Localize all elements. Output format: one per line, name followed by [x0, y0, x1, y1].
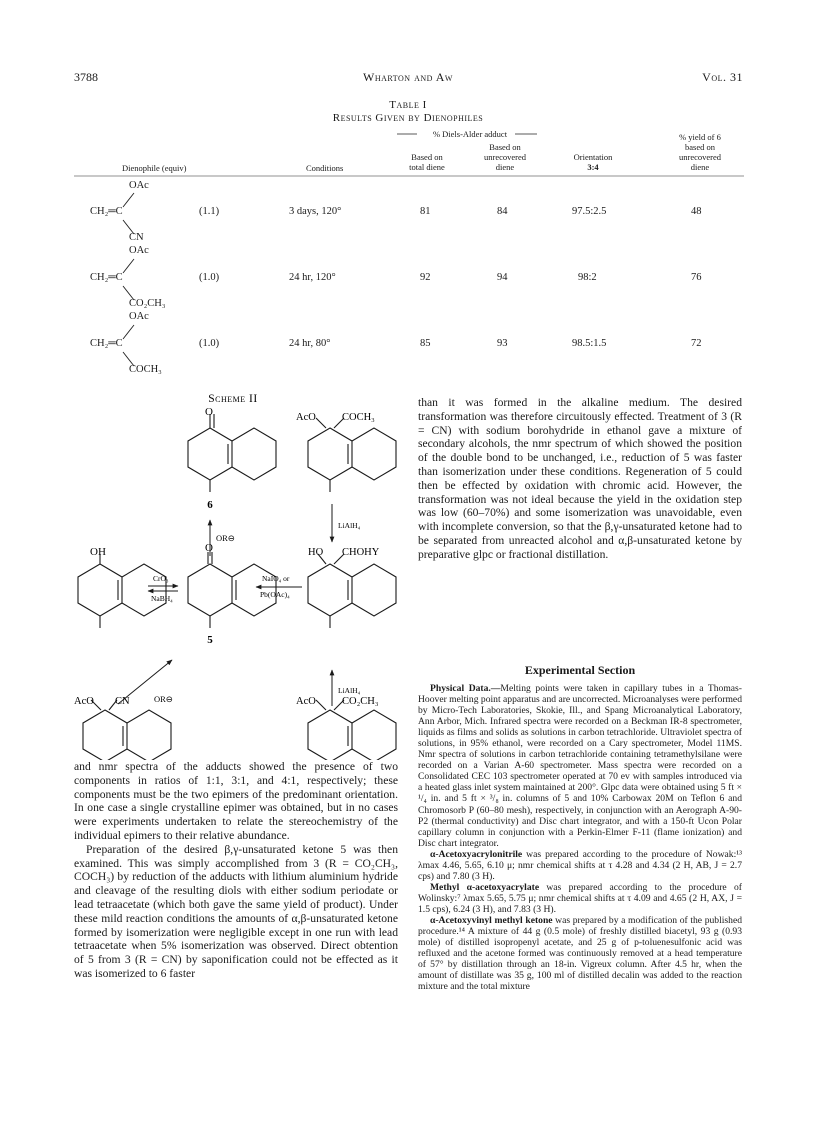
formula: CH₂═C	[90, 338, 123, 349]
substituent-r: CO₂CH₃	[129, 298, 166, 309]
label-cn: CN	[115, 696, 130, 707]
paragraph: Physical Data.—Melting points were taken in capillary tubes in a Thomas-Hoover melting point apparatus and are uncorrected. Microanalyses were performed by Micro-Tech Laboratories, Skokie, Ill., and Spang Microanalytical Laboratory, Ann Arbor, Mich. Infrared spectra were recorded on a Beckman IR-8 spectrometer, liquids as films and solids as solutions in carbon tetrachloride. Ultraviolet spectra of solutions, in 95% ethanol, were recorded on a Cary spectrometer, Model 11MS. Nmr spectra of solutions in carbon tetrachloride containing tetramethylsilane were recorded on a Varian A-60 spectrometer. Mass spectra were recorded on a Consolidated CEC 103 spectrometer operated at 70 ev with samples introduced via a heated glass inlet system maintained at 200°. Glpc data were obtained using 5 ft × ¹/₄ in. and 5 ft × ³/₈ in. columns of 5 and 10% Carbowax 20M on Teflon 6 and Chromosorb P (60–80 mesh), respectively, in conjunction with an Aerograph A-90-P2 (thermal conductivity) and Disc chart integrator, and with a 150-ft Ucon Polar capillary column in conjunction with a Perkin-Elmer F-11 (flame ionization) and Disc chart integrator.	[418, 683, 742, 849]
label-chohy: CHOHY	[342, 547, 380, 558]
label-cro3: CrO₃	[153, 574, 169, 583]
scheme-ii	[70, 388, 410, 760]
label-oh: OH	[90, 546, 106, 558]
left-column-text	[74, 760, 398, 981]
yield-6: 48	[691, 206, 702, 217]
substituent-oac: OAc	[129, 245, 149, 256]
label-ho: HO	[308, 547, 324, 558]
substituent-r: COCH₃	[129, 364, 162, 375]
yield-total: 81	[420, 206, 431, 217]
equiv: (1.0)	[199, 272, 220, 283]
section-heading: Experimental Section	[524, 663, 636, 677]
label-or1: OR⊖	[216, 533, 235, 543]
right-column-text	[418, 396, 742, 562]
label-o5: O	[205, 542, 213, 554]
experimental-section	[418, 683, 742, 992]
paragraph: α-Acetoxyvinyl methyl ketone was prepared by a modification of the published procedure.¹⁴ A mixture of 44 g (0.5 mole) of freshly distilled biacetyl, 93 g (0.93 mole) of distilled isopropenyl acetate, and 25 g of p-toluenesulfonic acid was refluxed and the acetone formed was continuously removed at a head temperature of 57° by distillation through an 18-in. Vigreux column. After 4.5 hr, when the amount of distillate was 35 g, 100 ml of distilled decalin was added to the reaction mixture and the total mixture	[418, 914, 743, 993]
conditions: 24 hr, 80°	[289, 338, 331, 349]
label-o6: O	[205, 406, 213, 418]
yield-6: 72	[691, 338, 702, 349]
paragraph: α-Acetoxyacrylonitrile was prepared according to the procedure of Nowak:¹³ λmax 4.46, 5.65, 6.10 μ; nmr chemical shifts at τ 4.28 and 4.34 (2 H, AB, J = 2.7 cps) and 7.80 (3 H).	[418, 848, 742, 882]
yield-unrecovered: 84	[497, 206, 508, 217]
label-aco-left: AcO	[74, 696, 94, 707]
header-adduct-group: % Diels-Alder adduct	[432, 129, 508, 139]
label-aco-right: AcO	[296, 696, 316, 707]
substituent-oac: OAc	[129, 180, 149, 191]
page-number: 3788	[74, 70, 98, 84]
running-title: Wharton and Aw	[363, 70, 453, 84]
table-caption-title: Results Given by Dienophiles	[332, 112, 484, 124]
label-5: 5	[207, 634, 213, 646]
yield-total: 92	[420, 272, 431, 283]
compound-nitrile	[83, 700, 171, 760]
label-naio4: NaIO₄ or	[262, 574, 290, 583]
orientation: 98:2	[578, 272, 597, 283]
paragraph: than it was formed in the alkaline medium. The desired transformation was therefore circuitously effected. Treatment of 3 (R = CN) with sodium borohydride in ethanol gave a mixture of secondary alcohols, the nmr spectrum of which showed the position of the double bond to be unchanged, i.e., reduction of 5 was faster than isomerization under these conditions. Regeneration of 5 could then be effected by oxidation with chromic acid. However, the transformation was not ideal because the yield in the oxidation step was low (60–70%) and some isomerization was unavoidable, even with incomplete conversion, so that the β,γ-unsaturated ketone had to be separated from unreacted alcohol and α,β-unsaturated ketone by preparative glpc or fractional distillation.	[418, 396, 742, 561]
paragraph: Preparation of the desired β,γ-unsaturated ketone 5 was then examined. This was simply accomplished from 3 (R = CO₂CH₃, COCH₃) by reduction of the adducts with lithium aluminium hydride and cleavage of the resulting diols with either sodium periodate or lead tetraacetate (which both gave the same yield of product). Under these mild reaction conditions the amounts of α,β-unsaturated ketone formed by isomerization were negligible except in one run with lead tetraacetate when 5% isomerization was observed. Direct obtention of 5 from 3 (R = CN) by saponification could not be effected as it was isomerized to 6 faster	[74, 842, 398, 980]
yield-6: 76	[691, 272, 702, 283]
table-caption-number: Table I	[389, 99, 427, 111]
table-header-rule	[74, 175, 744, 177]
label-aco-top: AcO	[296, 412, 316, 423]
paragraph: Methyl α-acetoxyacrylate was prepared according to the procedure of Wolinsky:⁷ λmax 5.65, 5.75 μ; nmr chemical shifts at τ 4.09 and 4.65 (2 H, AX, J = 1.5 cps), 6.24 (3 H), and 7.83 (3 H).	[418, 881, 742, 915]
label-or2: OR⊖	[154, 694, 173, 704]
orientation: 98.5:1.5	[572, 338, 607, 349]
formula: CH₂═C	[90, 206, 123, 217]
compound-ester	[308, 700, 396, 760]
yield-total: 85	[420, 338, 431, 349]
header-dienophile: Dienophile (equiv)	[122, 163, 187, 173]
yield-unrecovered: 93	[497, 338, 508, 349]
compound-acetyl-top	[308, 418, 396, 492]
formula: CH₂═C	[90, 272, 123, 283]
yield-unrecovered: 94	[497, 272, 508, 283]
equiv: (1.0)	[199, 338, 220, 349]
label-nabh4: NaBH₄	[151, 594, 173, 603]
label-6: 6	[207, 499, 213, 511]
scheme-title: Scheme II	[208, 393, 258, 405]
label-pboac: Pb(OAc)₄	[260, 590, 290, 599]
header-conditions: Conditions	[306, 163, 344, 173]
header-orientation: Orientation 3:4	[573, 152, 613, 172]
label-co2ch3: CO₂CH₃	[342, 696, 379, 707]
volume-label: Vol. 31	[702, 70, 743, 84]
conditions: 3 days, 120°	[289, 206, 342, 217]
conditions: 24 hr, 120°	[289, 272, 336, 283]
paragraph: and nmr spectra of the adducts showed the presence of two components in ratios of 1:1, 3:1, and 4:1, respectively; these components must be the two epimers of the predominant orientation. In one case a single crystalline epimer was obtained, but in no cases were experiments undertaken to relate the stereochemistry of the individual epimers to their relative abundance.	[74, 760, 398, 842]
header-yield6: % yield of 6 based on unrecovered diene	[678, 132, 721, 172]
label-coch3: COCH₃	[342, 412, 375, 423]
orientation: 97.5:2.5	[572, 206, 607, 217]
compound-diol	[308, 554, 396, 628]
header-unrecovered-diene: Based on unrecovered diene	[483, 142, 526, 172]
substituent-r: CN	[129, 232, 144, 243]
equiv: (1.1)	[199, 206, 220, 217]
label-lialh1: LiAlH₄	[338, 521, 361, 530]
substituent-oac: OAc	[129, 311, 149, 322]
compound-6	[188, 414, 276, 492]
header-total-diene: Based on total diene	[409, 152, 445, 172]
label-lialh2: LiAlH₄	[338, 686, 361, 695]
